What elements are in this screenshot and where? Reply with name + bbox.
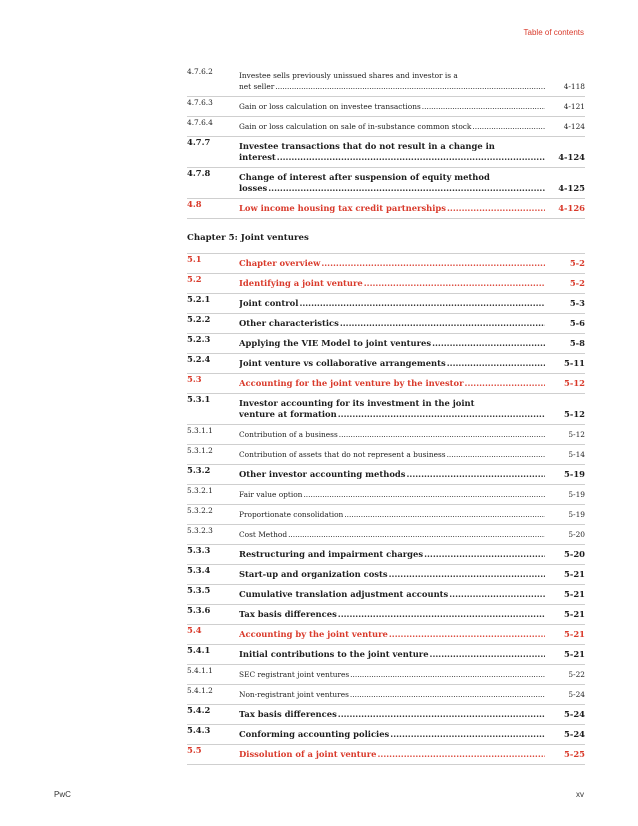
toc-entry-title	[239, 398, 545, 420]
toc-entry[interactable]	[187, 254, 585, 274]
toc-entry-title	[239, 669, 545, 680]
toc-entry-title-line: Tax basis differences	[239, 709, 337, 719]
dot-leader	[268, 183, 545, 194]
toc-entry[interactable]	[187, 274, 585, 294]
toc-entry[interactable]	[187, 199, 585, 219]
toc-entry-number: 5.2.3	[187, 334, 211, 344]
toc-entry-page: 5-12	[568, 430, 585, 439]
toc-entry-title	[239, 358, 545, 369]
dot-leader	[350, 689, 545, 700]
toc-entry[interactable]	[187, 334, 585, 354]
toc-entry-title-line: Proportionate consolidation	[239, 510, 344, 519]
toc-entry-number: 5.1	[187, 254, 202, 264]
toc-entry-title-line: SEC registrant joint ventures	[239, 670, 350, 679]
toc-entry[interactable]	[187, 565, 585, 585]
toc-entry-title-line: Cost Method	[239, 530, 288, 539]
toc-entry-title-line: losses	[239, 183, 268, 193]
toc-entry-title-line: Other characteristics	[239, 318, 339, 328]
toc-entry-title-line: Start-up and organization costs	[239, 569, 388, 579]
toc-entry-title-line: Accounting by the joint venture	[239, 629, 388, 639]
toc-entry-page: 5-3	[569, 298, 585, 308]
dot-leader	[299, 298, 545, 309]
toc-list	[187, 66, 585, 765]
toc-entry-number: 4.7.8	[187, 168, 211, 178]
dot-leader	[321, 258, 545, 269]
toc-entry-title	[239, 70, 545, 92]
toc-entry-number: 5.3.4	[187, 565, 211, 575]
dot-leader	[472, 121, 545, 132]
toc-entry-page: 4-124	[563, 122, 585, 131]
toc-entry-title-line: net seller	[239, 82, 275, 91]
toc-entry[interactable]	[187, 168, 585, 199]
toc-entry[interactable]	[187, 685, 585, 705]
toc-entry-page: 5-24	[568, 690, 585, 699]
toc-entry-title	[239, 549, 545, 560]
dot-leader	[406, 469, 545, 480]
toc-entry[interactable]	[187, 294, 585, 314]
toc-entry-page: 5-24	[564, 709, 585, 719]
toc-entry-number: 5.3.2.1	[187, 486, 213, 495]
dot-leader	[432, 338, 545, 349]
toc-entry-title	[239, 429, 545, 440]
toc-entry-title	[239, 529, 545, 540]
dot-leader	[389, 569, 545, 580]
toc-entry[interactable]	[187, 314, 585, 334]
toc-entry-number: 5.3.5	[187, 585, 211, 595]
toc-entry-title	[239, 489, 545, 500]
toc-entry[interactable]	[187, 485, 585, 505]
toc-entry-title-line: Cumulative translation adjustment accounts	[239, 589, 449, 599]
toc-entry-title	[239, 121, 545, 132]
toc-entry-page: 5-19	[568, 490, 585, 499]
toc-entry-number: 5.4.1.1	[187, 666, 213, 675]
toc-entry-title	[239, 101, 545, 112]
toc-entry-title-line: Investee transactions that do not result in a change in	[239, 141, 495, 151]
toc-entry-page: 5-6	[569, 318, 585, 328]
toc-entry-title	[239, 629, 545, 640]
toc-entry[interactable]	[187, 705, 585, 725]
toc-entry[interactable]	[187, 66, 585, 97]
dot-leader	[344, 509, 545, 520]
dot-leader	[389, 629, 545, 640]
toc-entry-page: 5-21	[564, 589, 585, 599]
toc-entry-number: 5.3.6	[187, 605, 211, 615]
toc-entry-title-line: Gain or loss calculation on sale of in-substance common stock	[239, 122, 472, 131]
toc-entry-title-line: Contribution of assets that do not represent a business	[239, 450, 446, 459]
toc-entry-page: 5-12	[564, 378, 585, 388]
toc-entry-title	[239, 649, 545, 660]
toc-entry-page: 5-20	[564, 549, 585, 559]
toc-entry-title	[239, 509, 545, 520]
toc-entry-title-line: Conforming accounting policies	[239, 729, 390, 739]
toc-entry-page: 4-124	[558, 152, 585, 162]
dot-leader	[364, 278, 545, 289]
table-of-contents-link[interactable]: Table of contents	[523, 28, 584, 37]
toc-entry-number: 5.4	[187, 625, 202, 635]
toc-entry-title	[239, 172, 545, 194]
toc-entry-title-line: Dissolution of a joint venture	[239, 749, 377, 759]
toc-entry-title	[239, 689, 545, 700]
footer-brand: PwC	[54, 790, 71, 799]
toc-entry-page: 5-21	[564, 649, 585, 659]
toc-entry-number: 5.4.1.2	[187, 686, 213, 695]
dot-leader	[303, 489, 545, 500]
toc-section-chapter-5	[187, 254, 585, 765]
toc-entry-page: 5-21	[564, 609, 585, 619]
toc-entry-page: 5-11	[564, 358, 585, 368]
toc-entry-page: 5-22	[568, 670, 585, 679]
toc-entry[interactable]	[187, 394, 585, 425]
toc-entry-number: 5.3.2.3	[187, 526, 213, 535]
toc-entry-title-line: Non-registrant joint ventures	[239, 690, 349, 699]
toc-entry[interactable]	[187, 545, 585, 565]
toc-entry-title-line: Investee sells previously unissued shares and investor is a	[239, 71, 458, 80]
dot-leader	[424, 549, 545, 560]
toc-entry[interactable]	[187, 354, 585, 374]
toc-entry-page: 4-126	[558, 203, 585, 213]
toc-entry-number: 4.8	[187, 199, 202, 209]
toc-entry-number: 5.3	[187, 374, 202, 384]
toc-entry[interactable]	[187, 137, 585, 168]
toc-entry[interactable]	[187, 725, 585, 745]
toc-entry-page: 5-19	[568, 510, 585, 519]
toc-entry[interactable]	[187, 525, 585, 545]
toc-entry-number: 5.3.2.2	[187, 506, 213, 515]
toc-entry-title	[239, 449, 545, 460]
toc-entry-number: 5.2.1	[187, 294, 211, 304]
toc-entry-title-line: Initial contributions to the joint venture	[239, 649, 429, 659]
toc-entry[interactable]	[187, 374, 585, 394]
toc-entry-title-line: Fair value option	[239, 490, 303, 499]
toc-entry-number: 5.2	[187, 274, 202, 284]
toc-entry-title	[239, 258, 545, 269]
toc-entry-page: 5-14	[568, 450, 585, 459]
toc-entry[interactable]	[187, 425, 585, 445]
toc-entry-page: 5-20	[568, 530, 585, 539]
toc-entry-title	[239, 203, 545, 214]
dot-leader	[277, 152, 545, 163]
dot-leader	[377, 749, 545, 760]
toc-entry-number: 5.2.4	[187, 354, 211, 364]
toc-entry-title-line: Change of interest after suspension of equity method	[239, 172, 490, 182]
toc-entry-title-line: Gain or loss calculation on investee transactions	[239, 102, 421, 111]
dot-leader	[288, 529, 545, 540]
toc-entry-number: 5.3.1	[187, 394, 211, 404]
dot-leader	[338, 709, 545, 720]
toc-entry-number: 5.3.1.1	[187, 426, 213, 435]
toc-entry-page: 5-12	[564, 409, 585, 419]
toc-entry-title	[239, 378, 545, 389]
chapter-heading: Chapter 5: Joint ventures	[187, 219, 585, 254]
dot-leader	[338, 409, 545, 420]
dot-leader	[447, 449, 545, 460]
toc-entry-title	[239, 318, 545, 329]
toc-entry-title	[239, 298, 545, 309]
toc-entry-title	[239, 278, 545, 289]
toc-section-chapter-4	[187, 66, 585, 219]
toc-entry-page: 5-2	[569, 258, 585, 268]
toc-entry-title	[239, 469, 545, 480]
toc-entry-title-line: Chapter overview	[239, 258, 321, 268]
toc-entry-number: 4.7.6.3	[187, 98, 213, 107]
toc-entry[interactable]	[187, 465, 585, 485]
toc-entry-title-line: Identifying a joint venture	[239, 278, 363, 288]
toc-entry-number: 5.4.2	[187, 705, 211, 715]
toc-entry-title-line: Contribution of a business	[239, 430, 338, 439]
toc-entry-number: 5.4.1	[187, 645, 211, 655]
footer-page-number: xv	[576, 790, 584, 799]
toc-entry[interactable]	[187, 665, 585, 685]
toc-entry-title	[239, 709, 545, 720]
toc-entry-page: 5-24	[564, 729, 585, 739]
toc-entry[interactable]	[187, 117, 585, 137]
toc-entry-title-line: Joint venture vs collaborative arrangements	[239, 358, 446, 368]
toc-entry-number: 4.7.7	[187, 137, 211, 147]
toc-entry-title-line: Applying the VIE Model to joint ventures	[239, 338, 432, 348]
toc-entry-number: 5.4.3	[187, 725, 211, 735]
dot-leader	[350, 669, 545, 680]
toc-entry-number: 5.2.2	[187, 314, 211, 324]
dot-leader	[390, 729, 545, 740]
dot-leader	[275, 81, 545, 92]
toc-entry-number: 5.3.2	[187, 465, 211, 475]
dot-leader	[447, 203, 545, 214]
toc-entry-page: 5-8	[569, 338, 585, 348]
toc-entry-number: 4.7.6.2	[187, 67, 213, 76]
toc-entry-page: 5-19	[564, 469, 585, 479]
toc-entry-title-line: interest	[239, 152, 276, 162]
toc-entry-title	[239, 569, 545, 580]
toc-entry-title	[239, 338, 545, 349]
toc-entry[interactable]	[187, 645, 585, 665]
toc-entry[interactable]	[187, 605, 585, 625]
toc-entry-page: 5-21	[564, 569, 585, 579]
toc-entry-title-line: Joint control	[239, 298, 299, 308]
toc-entry-title-line: Tax basis differences	[239, 609, 337, 619]
toc-entry-page: 4-125	[558, 183, 585, 193]
toc-entry-page: 5-2	[569, 278, 585, 288]
dot-leader	[340, 318, 545, 329]
toc-entry-number: 5.3.3	[187, 545, 211, 555]
dot-leader	[339, 429, 545, 440]
dot-leader	[338, 609, 545, 620]
toc-entry-title-line: Accounting for the joint venture by the investor	[239, 378, 464, 388]
toc-entry[interactable]	[187, 625, 585, 645]
dot-leader	[430, 649, 545, 660]
toc-entry-title	[239, 749, 545, 760]
toc-entry[interactable]	[187, 745, 585, 765]
toc-entry-title-line: venture at formation	[239, 409, 337, 419]
toc-entry-title-line: Investor accounting for its investment in the joint	[239, 398, 475, 408]
toc-entry-title-line: Restructuring and impairment charges	[239, 549, 424, 559]
dot-leader	[422, 101, 545, 112]
toc-entry-title-line: Low income housing tax credit partnerships	[239, 203, 446, 213]
dot-leader	[449, 589, 545, 600]
toc-entry-number: 4.7.6.4	[187, 118, 213, 127]
toc-entry-title	[239, 729, 545, 740]
dot-leader	[465, 378, 545, 389]
toc-entry-title	[239, 141, 545, 163]
toc-entry-title	[239, 589, 545, 600]
toc-entry-title-line: Other investor accounting methods	[239, 469, 406, 479]
toc-entry-page: 4-118	[563, 82, 585, 91]
toc-entry-page: 5-21	[564, 629, 585, 639]
toc-entry[interactable]	[187, 445, 585, 465]
dot-leader	[447, 358, 545, 369]
toc-entry-title	[239, 609, 545, 620]
toc-entry-number: 5.3.1.2	[187, 446, 213, 455]
toc-entry-page: 4-121	[563, 102, 585, 111]
toc-entry[interactable]	[187, 585, 585, 605]
toc-entry-number: 5.5	[187, 745, 202, 755]
toc-entry[interactable]	[187, 505, 585, 525]
toc-entry[interactable]	[187, 97, 585, 117]
toc-entry-page: 5-25	[564, 749, 585, 759]
